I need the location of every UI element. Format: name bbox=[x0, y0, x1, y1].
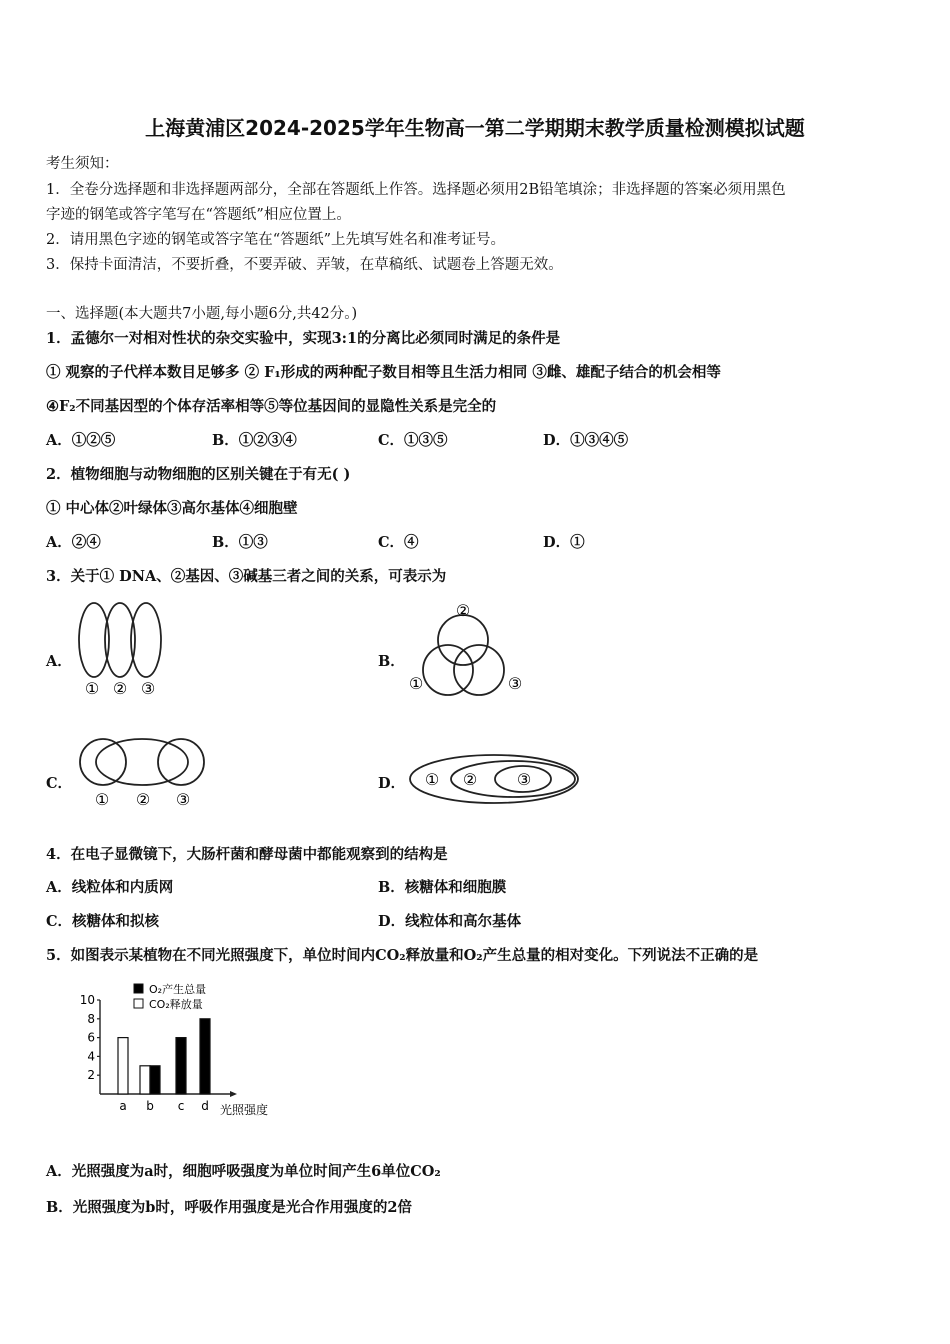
notice-item-1-cont: 字迹的钢笔或答字笔写在“答题纸”相应位置上。 bbox=[46, 207, 351, 223]
bar-o2-production bbox=[200, 1019, 210, 1094]
diagram-label: ③ bbox=[507, 674, 523, 693]
notice-item-1: 1．全卷分选择题和非选择题两部分，全部在答题纸上作答。选择题必须用2B铅笔填涂；非选择题的答案必须用黑色 bbox=[46, 182, 786, 198]
y-tick-label: 4 bbox=[87, 1049, 95, 1064]
q2-option-d: D．① bbox=[543, 534, 585, 551]
diagram-label: ② bbox=[462, 770, 478, 789]
notice-item-2: 2．请用黑色字迹的钢笔或答字笔在“答题纸”上先填写姓名和准考证号。 bbox=[46, 232, 506, 248]
bar-o2-production bbox=[176, 1038, 186, 1094]
q5-stem: 5．如图表示某植物在不同光照强度下，单位时间内CO₂释放量和O₂产生总量的相对变化。下列说法不正确的是 bbox=[46, 947, 759, 964]
section-heading: 一、选择题(本大题共7小题,每小题6分,共42分。) bbox=[46, 306, 358, 322]
q1-option-d: D．①③④⑤ bbox=[543, 432, 629, 449]
bar-chart bbox=[78, 978, 288, 1120]
q5-option-a: A．光照强度为a时，细胞呼吸强度为单位时间产生6单位CO₂ bbox=[46, 1163, 441, 1180]
diagram-label: ① bbox=[424, 770, 440, 789]
x-axis-arrow bbox=[230, 1091, 237, 1097]
legend-swatch-o2 bbox=[134, 984, 143, 993]
q4-option-b: B．核糖体和细胞膜 bbox=[378, 879, 507, 896]
q1-option-b: B．①②③④ bbox=[212, 432, 297, 449]
x-tick-label: b bbox=[146, 1099, 154, 1113]
q1-option-a: A．①②⑤ bbox=[46, 432, 116, 449]
q1-stem: 1．孟德尔一对相对性状的杂交实验中，实现3:1的分离比必须同时满足的条件是 bbox=[46, 330, 561, 347]
q1-conditions-1: ① 观察的子代样本数目足够多 ② F₁形成的两种配子数目相等且生活力相同 ③雌、雄配子结合的机会相等 bbox=[46, 364, 721, 381]
diagram-label: ② bbox=[112, 679, 128, 698]
q2-option-a: A．②④ bbox=[46, 534, 101, 551]
q2-items: ① 中心体②叶绿体③高尔基体④细胞壁 bbox=[46, 500, 298, 517]
y-tick-label: 10 bbox=[79, 993, 95, 1007]
q3-option-a-label: A． bbox=[46, 653, 72, 670]
x-axis-title: 光照强度 bbox=[220, 1103, 269, 1117]
q3-stem: 3．关于① DNA、②基因、③碱基三者之间的关系，可表示为 bbox=[46, 568, 447, 585]
q5-option-b: B．光照强度为b时，呼吸作用强度是光合作用强度的2倍 bbox=[46, 1199, 412, 1216]
legend-label-o2: O₂产生总量 bbox=[149, 983, 207, 996]
y-tick-label: 6 bbox=[87, 1030, 95, 1045]
notice-heading: 考生须知： bbox=[46, 156, 119, 172]
q2-stem: 2．植物细胞与动物细胞的区别关键在于有无( ) bbox=[46, 466, 351, 483]
legend-label-co2: CO₂释放量 bbox=[149, 998, 203, 1011]
bar-co2-release bbox=[140, 1066, 150, 1094]
x-tick-label: a bbox=[119, 1099, 127, 1113]
x-tick-label: d bbox=[201, 1099, 209, 1113]
diagram-label: ③ bbox=[140, 679, 156, 698]
diagram-label: ① bbox=[84, 679, 100, 698]
venn-diagram-d bbox=[408, 752, 584, 808]
diagram-label: ② bbox=[455, 601, 471, 620]
venn-diagram-a bbox=[72, 598, 172, 698]
q2-option-b: B．①③ bbox=[212, 534, 268, 551]
bar-co2-release bbox=[118, 1038, 128, 1094]
y-tick-label: 2 bbox=[87, 1068, 95, 1083]
q1-option-c: C．①③⑤ bbox=[378, 432, 448, 449]
y-tick-label: 8 bbox=[87, 1011, 95, 1026]
q4-option-d: D．线粒体和高尔基体 bbox=[378, 913, 522, 930]
q4-option-a: A．线粒体和内质网 bbox=[46, 879, 174, 896]
q4-stem: 4．在电子显微镜下，大肠杆菌和酵母菌中都能观察到的结构是 bbox=[46, 846, 448, 863]
q2-option-c: C．④ bbox=[378, 534, 419, 551]
diagram-label: ② bbox=[135, 790, 151, 809]
diagram-label: ① bbox=[94, 790, 110, 809]
notice-item-3: 3．保持卡面清洁，不要折叠，不要弄破、弄皱，在草稿纸、试题卷上答题无效。 bbox=[46, 257, 563, 273]
diagram-label: ③ bbox=[516, 770, 532, 789]
q3-option-c-label: C． bbox=[46, 775, 73, 792]
venn-diagram-c bbox=[72, 736, 212, 812]
q3-option-d-label: D． bbox=[378, 775, 406, 792]
q3-option-b-label: B． bbox=[378, 653, 405, 670]
venn-diagram-b bbox=[402, 598, 530, 698]
diagram-label: ① bbox=[408, 674, 424, 693]
diagram-label: ③ bbox=[175, 790, 191, 809]
x-tick-label: c bbox=[177, 1099, 185, 1113]
page-title: 上海黄浦区2024-2025学年生物高一第二学期期末教学质量检测模拟试题 bbox=[145, 116, 805, 140]
q4-option-c: C．核糖体和拟核 bbox=[46, 913, 160, 930]
q1-conditions-2: ④F₂不同基因型的个体存活率相等⑤等位基因间的显隐性关系是完全的 bbox=[46, 398, 497, 415]
bar-o2-production bbox=[150, 1066, 160, 1094]
legend-swatch-co2 bbox=[134, 999, 143, 1008]
